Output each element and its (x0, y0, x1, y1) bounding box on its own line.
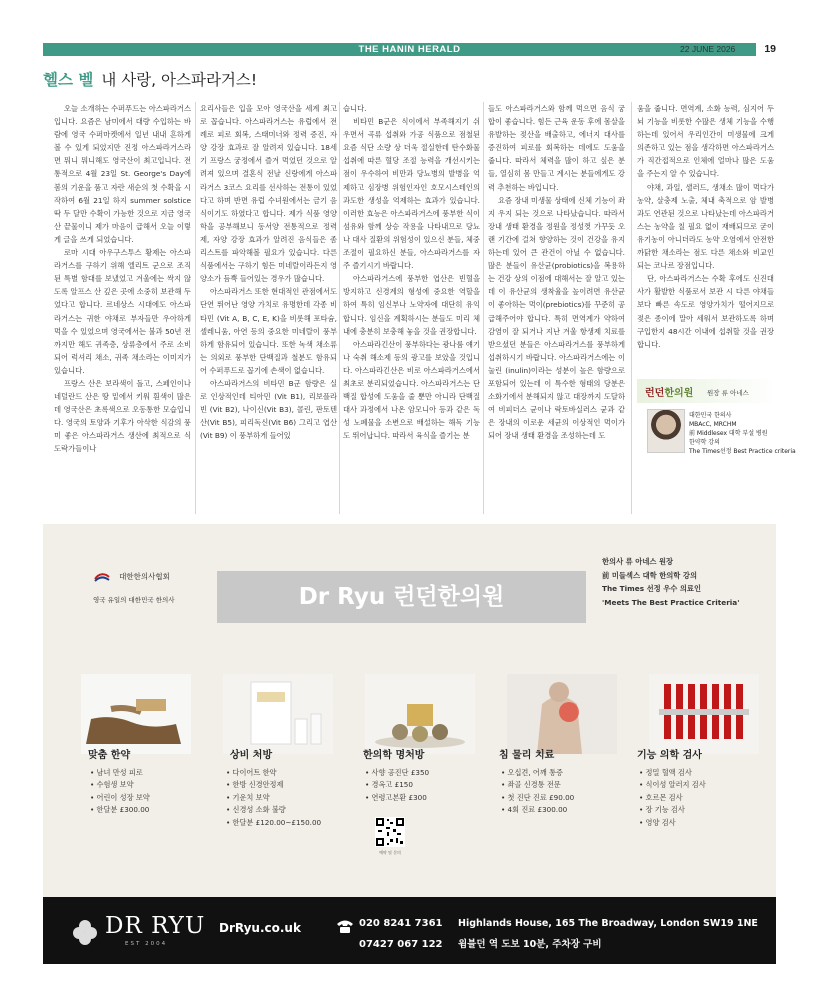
ad-footer-bar (43, 897, 776, 964)
service-list-acupuncture (501, 767, 574, 817)
author-box (637, 379, 796, 514)
list-item: • 장 기능 검사 (639, 804, 706, 816)
article-title: 내 사랑, 아스파라거스! (101, 71, 258, 89)
article-column-3 (343, 102, 480, 514)
paragraph: 단, 아스파라거스는 수확 후에도 신진대사가 활발한 식품로서 보관 시 다른 야채들보다 빠른 속도로 영양가치가 떨어지므로 젖은 종이에 말아 세워서 보관하도록 하며 구입한지 48시간 이내에 섭취할 것을 권장합니다. (637, 274, 774, 349)
list-item: • 수험생 보약 (90, 779, 150, 791)
list-item: • 한방 신경안정제 (226, 779, 321, 791)
column-divider (195, 102, 196, 514)
acupuncture-therapy-image (497, 664, 622, 754)
service-list-custom-herbal (90, 767, 150, 817)
phone-number-link[interactable]: 020 8241 7361 (359, 918, 443, 929)
list-item: • 기운치 보약 (226, 792, 321, 804)
association-name: 대한한의사협회 (119, 572, 170, 581)
clinic-website-link[interactable]: DrRyu.co.uk (219, 921, 301, 935)
author-role: 원장 류 아네스 (707, 389, 749, 397)
paragraph: 들도 아스파라거스와 함께 먹으면 음식 궁합이 좋습니다. 힘든 근육 운동 후에 몸살을 유발하는 젖산을 배출하고, 에너지 대사를 증진하여 피로를 회복하는 데에도 도움을 줍니다. 따라서 체력을 많이 하고 싶은 분들, 열심히 몸 만들고 계시는 분들에게도 강력 추천하는 바입니다. (488, 104, 625, 192)
service-list-regular-prescription (226, 767, 321, 829)
service-title-functional-tests: 기능 의학 검사 (637, 750, 702, 761)
list-item: • 영양 검사 (639, 817, 706, 829)
clinic-phone-numbers (359, 913, 443, 955)
paragraph: 요즘 장내 미생물 상태에 신체 기능이 좌지 우지 되는 것으로 나타났습니다. 따라서 장내 생태 환경을 정원을 정성껏 가꾸듯 오랜 기간에 걸쳐 향양하는 것이 건강을 유지하는데 있어 큰 관건이 아닐 수 없습니다. 많은 분들이 유산균(probiotics)을 복용하는 건강 상의 이점에 대해서는 잘 알고 있는데 이 유산균의 생착율을 높이려면 유산균이 좋아하는 먹이(prebiotics)를 꾸준히 공급해주어야 합니다. 특히 면역계가 약하여 감염이 잘 되거나 지난 겨울 항생제 치료를 받으셨던 분들은 아스파라거스를 풍부하게 섭취하시기 바랍니다. 아스파라거스에는 이눌린 (inulin)이라는 성분이 높은 함량으로 포함되어 있는데 이 특수한 형태의 당분은 소화기에서 분해되지 않고 대장까지 도달하여 비피더스 균이나 락토바실러스 균과 같은 장내의 이로운 세균의 이상적인 먹이가 되어 장내 생태 환경을 조성하는데 도 (488, 195, 625, 441)
paragraph: 아스파라긴산이 풍부하다는 광나룸 얘기나 숙취 해소제 등의 광고를 보았을 것입니다. 아스파라긴산은 비로 아스파라거스에서 최초로 분리되었습니다. 아스파라거스는 단백질 합성에 도움을 줄 뿐만 아니라 단백질 대사 과정에서 나온 암모니아 등과 같은 독성 노폐물을 소변으로 배설하는 해독 기능도 뛰어납니다. 따라서 육식을 즐기는 분 (343, 339, 480, 441)
paragraph: 야채, 과일, 샐러드, 생채소 많이 먹다가 농약, 살충제 노출, 체내 축적으로 암 발병과도 연관된 것으로 나타났는데 아스파라거스는 농약을 칠 필요 없이 재배되므로 굳이 유기농이 아니더라도 농약 오염에서 안전한 까닭한 채소라는 점도 다른 채소와 비교인되는 코나르 장점입니다. (637, 182, 774, 271)
column-divider (339, 102, 340, 514)
association-mark-icon (93, 571, 111, 583)
list-item: • 식이성 알러지 검사 (639, 779, 706, 791)
herbal-medicine-image (71, 664, 196, 754)
footer-brand: DR RYU (105, 913, 206, 939)
service-title-custom-herbal: 맞춤 한약 (88, 750, 131, 761)
paragraph: 아스파라거스 또한 현대적인 관점에서도 단연 뛰어난 영양 가치로 유명한데 각종 비타민 (Vit A, B, C, E, K)을 비롯해 포타슘, 셀레니움, 아연 등의 중요한 미네랄이 풍부하게 함유되어 있습니다. 또한 녹색 채소류는 의외로 풍부한 단백질과 철분도 함유되어 수퍼푸드로 꼽기에 손색이 없습니다. (200, 287, 337, 375)
doctor-credentials: 한의사 류 아네스 원장 前 미들섹스 대학 한의학 강의 The Times 선정 우수 의료인 'Meets The Best Practice Criteria' (602, 557, 740, 607)
paragraph: 습니다. (343, 104, 367, 113)
article-headline (43, 70, 257, 90)
list-item: • 경옥고 £150 (365, 779, 429, 791)
list-item: • 한달분 £300.00 (90, 804, 150, 816)
list-item: • 다이어트 한약 (226, 767, 321, 779)
qr-label: 예약 및 문의 (379, 850, 401, 855)
association-logo (93, 566, 213, 604)
service-title-prestige: 한의학 명처방 (363, 750, 425, 761)
paragraph: 프랑스 산은 보라색이 돌고, 스페인이나 네덜란드 산은 땅 밑에서 키워 흰색이 많은데 영국산은 초록색으로 오동통한 모습입니다. 영국의 토양과 기후가 아삭한 식감의 풍미 좋은 아스파라거스 생산에 최적으로 식도락가들이나 (54, 378, 191, 454)
clinic-advertisement (43, 524, 776, 964)
issue-date: 22 JUNE 2026 (680, 44, 736, 54)
list-item: • 사향 공진단 £350 (365, 767, 429, 779)
service-title-regular-prescription: 상비 처방 (230, 750, 273, 761)
footer-established: EST 2004 (125, 941, 168, 947)
clinic-banner: Dr Ryu 런던한의원 (217, 571, 586, 623)
paragraph: 움을 줍니다. 면역계, 소화 능력, 심지어 두뇌 기능을 비롯한 수많은 생체 기능을 수행하는데 있어서 우리인간이 미생물에 크게 의존하고 있는 점을 생각하면 아스파라거스가 직간접적으로 인체에 얼마나 많은 도움을 주는지 알 수 있습니다. (637, 104, 774, 179)
list-item: • 신경성 소화 불량 (226, 804, 321, 816)
paragraph: 비타민 B군은 식이에서 부족해지기 쉬우면서 곡류 섭취와 가공 식품으로 점철된 요즘 식단 소량 상 더욱 절실한데 탄수화물 섭취에 따른 혈당 조절 능력을 개선시키는 점이 우수하여 비만과 당뇨병의 발병을 억제하고 심장병 위험인자인 호모시스테인의 과도한 생성을 억제하는 효과가 있습니다. 이러한 효능은 아스파라거스에 풍부한 식이 섬유와 함께 상승 작용을 나타내므로 당뇨나 대사 질환의 위험성이 있으신 분들, 체중 조절이 필요하신 분들, 아스파라거스를 자주 즐기시기 바랍니다. (343, 117, 480, 271)
newspaper-title: THE HANIN HERALD (358, 44, 461, 55)
author-credentials: 대한민국 한의사 MBAcC, MRCHM 前 Middlesex 대학 부설 병원 한약학 강의 The Times선정 Best Practice criteria (689, 412, 796, 455)
masthead-bar (43, 43, 776, 56)
service-title-acupuncture: 침 물리 치료 (499, 750, 555, 761)
article-column-2 (200, 102, 337, 514)
list-item: • 오십견, 어깨 통증 (501, 767, 574, 779)
service-list-prestige (365, 767, 429, 804)
service-list-functional-tests (639, 767, 706, 829)
paragraph: 로마 시대 아우구스투스 황제는 아스파라거스를 구하기 위해 엘리트 군으로 조직된 특별 함대를 보냈었고 겨울에는 싹지 않도록 알프스 산 깊은 곳에 소중히 보관해 두었다고 합니다. 르네상스 시대에도 아스파라거스는 귀한 야채로 부자들만 우아하게 먹을 수 있었으며 영국에서는 불과 50년 전까지만 해도 귀족층, 상류층에서 주로 소비되어 럭셔리 채소, 귀족 채소라는 이미지가 있습니다. (54, 248, 191, 375)
prescription-package-image (213, 664, 338, 754)
list-item: • 남녀 만성 피로 (90, 767, 150, 779)
author-clinic-brand: 런던한의원 (645, 388, 694, 399)
list-item: • 첫 진단 진료 £90.00 (501, 792, 574, 804)
lab-test-tubes-image (639, 664, 764, 754)
article-column-5 (637, 102, 774, 372)
column-divider (483, 102, 484, 514)
list-item: • 연령고본환 £300 (365, 792, 429, 804)
column-divider (631, 102, 632, 514)
list-item: • 정밀 혈액 검사 (639, 767, 706, 779)
paragraph: 오늘 소개하는 수퍼푸드는 아스파라거스입니다. 요즘은 남미에서 대량 수입하는 바람에 영국 수퍼마켓에서 일년 내내 흔하게 볼 수 있게 되었지만 진정 아스파라거스라면 뭐니 뭐니해도 영국산이 최고입니다. 전통적으로 4월 23일 St. George's Day에 봄의 기운을 품고 자란 새순의 첫 수확을 시작하여 6월 21일 하지 summer solstice 딱 두 달만 수확이 가능한 것으로 지금 영국산 끝물이니 제가 마음이 급해서 오늘 이렇게 글을 쓰게 되었습니다. (54, 104, 191, 244)
paragraph: 아스파라거스에 풍부한 엽산은 빈혈을 방지하고 신경계의 형성에 중요한 역할을 하여 특히 임신부나 노약자에 대단히 유익합니다. 임신을 계획하시는 분들도 미리 체내에 충분히 보충해 놓을 것을 권장합니다. (343, 274, 480, 336)
list-item: • 한달분 £120.00~£150.00 (226, 817, 321, 829)
article-column-4 (488, 102, 625, 514)
phone-number-link[interactable]: 07427 067 122 (359, 939, 443, 950)
list-item: • 좌골 신경통 전문 (501, 779, 574, 791)
clinic-address: Highlands House, 165 The Broadway, London SW19 1NE 윔블던 역 도보 10분, 주차장 구비 (458, 918, 758, 950)
page-number: 19 (756, 43, 776, 56)
section-label: 헬스 벨 (43, 71, 94, 89)
booking-qr-code-icon[interactable] (375, 817, 405, 847)
phone-icon (335, 918, 355, 934)
list-item: • 어린이 성장 보약 (90, 792, 150, 804)
prestige-medicine-image (355, 664, 480, 754)
paragraph: 아스파라거스의 비타민 B군 함량은 실로 인상적인데 티아민 (Vit B1), 리보플라빈 (Vit B2), 나이신(Vit B3), 콜린, 판토텐산(Vit B5), 피리독신(Vit B6) 그리고 엽산(Vit B9) 이 풍부하게 들어있 (200, 378, 337, 441)
list-item: • 4회 진료 £300.00 (501, 804, 574, 816)
association-subtitle: 영국 유일의 대한민국 한의사 (93, 596, 175, 604)
article-column-1 (54, 102, 191, 514)
list-item: • 호르몬 검사 (639, 792, 706, 804)
paragraph: 요리사들은 입을 모아 영국산을 세계 최고로 꼽습니다. 아스파라거스는 유럽에서 전례로 피로 회복, 스태미너와 정력 증진, 자양 강장 효과로 잘 알려져 있습니다. 18세기 프랑스 궁정에서 즐겨 먹었던 것으로 알려져 있으며 결혼식 전날 신랑에게 아스파라거스 3코스 요리를 선사하는 전통이 있었다고 하며 반면 유럽 수녀원에서는 금기 음식이기도 하였다고 합니다. 제가 식품 영양학을 공부해보니 동서양 전통적으로 정력제, 자양 강장 효과가 알려진 음식들은 좀 리스트를 파악해볼 필요가 있습니다. 다른 식품에서는 구하기 힘든 미네랄이라든지 영양소가 듬뿍 들어있는 경우가 많습니다. (200, 104, 337, 284)
author-photo (647, 409, 685, 453)
